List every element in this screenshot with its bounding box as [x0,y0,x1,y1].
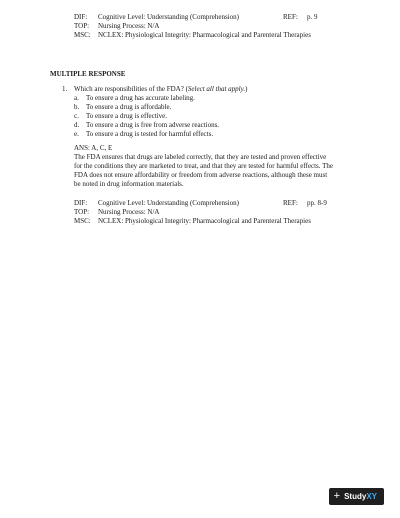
option-text: To ensure a drug is free from adverse reactions. [86,121,220,129]
rationale-line-3: FDA does not ensure affordability or freedom from adverse reactions, although these must [74,171,328,179]
msc-value: NCLEX: Physiological Integrity: Pharmacological and Parenteral Therapies [98,31,311,39]
answer-line: ANS: A, C, E [74,144,113,152]
rationale-line-2: for the conditions they are marketed to treat, and that they are tested for harmful effects. The [74,162,334,170]
msc-key: MSC: [74,31,91,39]
msc-line-2 [74,217,311,226]
top-value: Nursing Process: N/A [98,22,160,30]
question-instruction: Select all that apply. [187,85,246,93]
top-line-1 [74,22,159,31]
section-heading: MULTIPLE RESPONSE [50,70,126,78]
option-letter: c. [74,112,79,120]
option-letter: d. [74,121,80,129]
top-line-2 [74,208,159,217]
option-d [74,121,219,130]
option-text: To ensure a drug is affordable. [86,103,172,111]
dif-key: DIF: [74,199,88,207]
top-key: TOP: [74,208,90,216]
option-e [74,130,213,139]
option-text: To ensure a drug is tested for harmful effects. [86,130,214,138]
ref-value: pp. 8-9 [307,199,327,207]
option-text: To ensure a drug has accurate labeling. [86,94,195,102]
option-text: To ensure a drug is effective. [86,112,168,120]
question-text-end: ) [245,85,248,93]
dif-line-1 [74,13,318,22]
top-value: Nursing Process: N/A [98,208,160,216]
ref-value: p. 9 [307,13,318,21]
option-letter: a. [74,94,79,102]
ref-key: REF: [283,13,298,21]
msc-key: MSC: [74,217,91,225]
dif-key: DIF: [74,13,88,21]
plus-icon: + [333,490,341,502]
question-number: 1. [62,85,68,93]
dif-line-2 [74,199,327,208]
option-b [74,103,171,112]
msc-line-1 [74,31,311,40]
question-stem [62,85,247,94]
dif-value: Cognitive Level: Understanding (Comprehension) [98,13,239,21]
studyxy-logo[interactable] [329,488,384,505]
logo-text: StudyXY [344,491,377,501]
top-key: TOP: [74,22,90,30]
rationale-line-4: be noted in drug information materials. [74,180,184,188]
option-letter: b. [74,103,80,111]
dif-value: Cognitive Level: Understanding (Comprehension) [98,199,239,207]
question-text: Which are responsibilities of the FDA? ( [74,85,188,93]
option-a [74,94,195,103]
ref-key: REF: [283,199,298,207]
option-c [74,112,167,121]
option-letter: e. [74,130,79,138]
rationale-line-1: The FDA ensures that drugs are labeled correctly, that they are tested and proven effective [74,153,327,161]
msc-value: NCLEX: Physiological Integrity: Pharmacological and Parenteral Therapies [98,217,311,225]
